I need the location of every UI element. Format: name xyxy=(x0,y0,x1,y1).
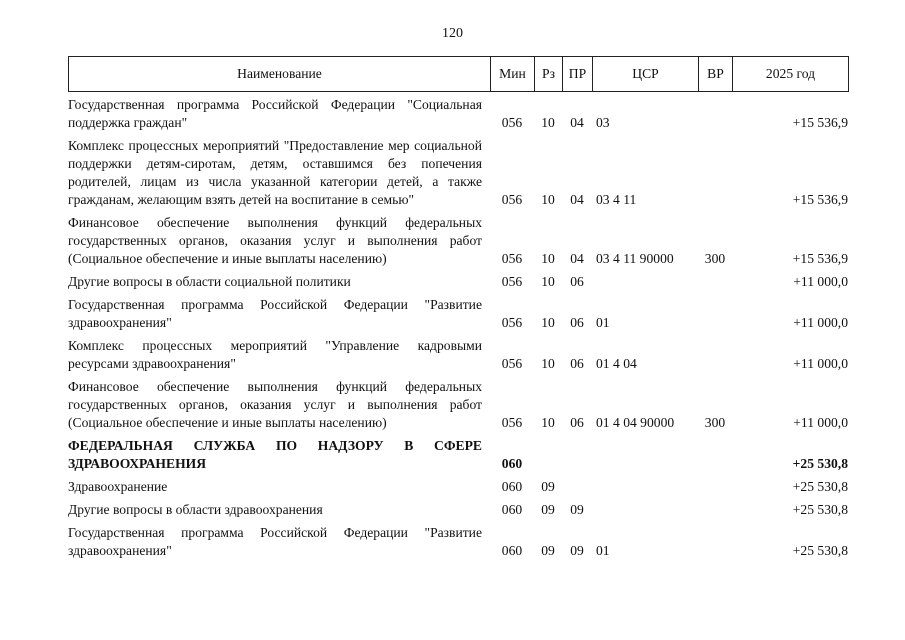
table-row xyxy=(68,478,848,501)
row-csr: 01 xyxy=(596,315,610,330)
row-min: 056 xyxy=(501,356,523,371)
row-vr xyxy=(698,437,732,478)
row-amount: +25 530,8 xyxy=(792,456,848,471)
row-amount: +25 530,8 xyxy=(792,502,848,517)
table-row xyxy=(68,501,848,524)
table-row xyxy=(68,214,848,273)
row-rz: 10 xyxy=(541,356,555,371)
row-amount: +15 536,9 xyxy=(792,251,848,266)
table-header xyxy=(68,56,849,92)
row-pr xyxy=(562,478,592,501)
row-min: 056 xyxy=(501,415,523,430)
row-name: Комплекс процессных мероприятий "Управление кадровыми ресурсами здравоохранения" xyxy=(68,338,482,371)
header-csr: ЦСР xyxy=(593,57,699,92)
row-rz: 10 xyxy=(541,192,555,207)
row-name: Другие вопросы в области социальной политики xyxy=(68,274,351,289)
row-pr: 04 xyxy=(570,192,584,207)
row-min: 056 xyxy=(501,192,523,207)
table-row xyxy=(68,378,848,437)
row-rz: 10 xyxy=(541,251,555,266)
row-csr: 01 xyxy=(596,543,610,558)
header-rz: Рз xyxy=(535,57,563,92)
row-min: 056 xyxy=(501,115,523,130)
row-vr xyxy=(698,96,732,137)
row-pr: 04 xyxy=(570,115,584,130)
table-row xyxy=(68,273,848,296)
row-rz xyxy=(534,437,562,478)
row-rz: 10 xyxy=(541,415,555,430)
row-pr: 09 xyxy=(570,543,584,558)
row-name: Государственная программа Российской Федерации "Развитие здравоохранения" xyxy=(68,297,482,330)
row-csr: 03 4 11 90000 xyxy=(596,251,674,266)
row-vr xyxy=(698,478,732,501)
row-vr xyxy=(698,296,732,337)
row-pr: 04 xyxy=(570,251,584,266)
row-vr xyxy=(698,273,732,296)
header-name: Наименование xyxy=(69,57,491,92)
row-vr xyxy=(698,137,732,214)
row-min: 056 xyxy=(501,315,523,330)
row-csr xyxy=(592,478,698,501)
row-amount: +11 000,0 xyxy=(793,274,848,289)
row-pr: 09 xyxy=(570,502,584,517)
row-rz: 09 xyxy=(541,543,555,558)
row-csr xyxy=(592,501,698,524)
row-name: Другие вопросы в области здравоохранения xyxy=(68,502,323,517)
table-row xyxy=(68,137,848,214)
table-row xyxy=(68,96,848,137)
row-csr: 03 xyxy=(596,115,610,130)
row-pr: 06 xyxy=(570,315,584,330)
row-vr: 300 xyxy=(704,415,726,430)
row-amount: +15 536,9 xyxy=(792,115,848,130)
row-amount: +15 536,9 xyxy=(792,192,848,207)
page-number: 120 xyxy=(442,26,463,41)
row-amount: +11 000,0 xyxy=(793,315,848,330)
header-pr: ПР xyxy=(563,57,593,92)
row-csr: 01 4 04 xyxy=(596,356,637,371)
row-csr: 01 4 04 90000 xyxy=(596,415,675,430)
row-rz: 09 xyxy=(541,479,555,494)
row-min: 060 xyxy=(501,456,523,471)
row-vr xyxy=(698,501,732,524)
row-name: Финансовое обеспечение выполнения функций федеральных государственных органов, оказания услуг и выполнения работ (Социальное обеспечение и иные выплаты населению) xyxy=(68,215,482,266)
row-csr: 03 4 11 xyxy=(596,192,637,207)
row-vr: 300 xyxy=(704,251,726,266)
row-min: 056 xyxy=(501,274,523,289)
row-amount: +11 000,0 xyxy=(793,415,848,430)
row-vr xyxy=(698,337,732,378)
row-pr: 06 xyxy=(570,274,584,289)
header-year: 2025 год xyxy=(733,57,849,92)
row-name: ФЕДЕРАЛЬНАЯ СЛУЖБА ПО НАДЗОРУ В СФЕРЕ ЗДРАВООХРАНЕНИЯ xyxy=(68,438,482,471)
row-name: Финансовое обеспечение выполнения функций федеральных государственных органов, оказания услуг и выполнения работ (Социальное обеспечение и иные выплаты населению) xyxy=(68,379,482,430)
row-amount: +25 530,8 xyxy=(792,543,848,558)
row-rz: 10 xyxy=(541,115,555,130)
row-min: 056 xyxy=(501,251,523,266)
row-min: 060 xyxy=(501,479,523,494)
row-amount: +25 530,8 xyxy=(792,479,848,494)
row-csr xyxy=(592,437,698,478)
header-vr: ВР xyxy=(699,57,733,92)
row-rz: 09 xyxy=(541,502,555,517)
table-row xyxy=(68,296,848,337)
budget-table xyxy=(68,96,848,565)
row-min: 060 xyxy=(501,502,523,517)
table-row xyxy=(68,524,848,565)
row-rz: 10 xyxy=(541,315,555,330)
row-rz: 10 xyxy=(541,274,555,289)
row-name: Комплекс процессных мероприятий "Предоставление мер социальной поддержки детям-сиротам, детям, оставшимся без попечения родителей, лицам из числа указанной категории детей, а также гражданам, желающим взять детей на воспитание в семью" xyxy=(68,138,482,207)
header-min: Мин xyxy=(491,57,535,92)
table-row xyxy=(68,437,848,478)
table-row xyxy=(68,337,848,378)
row-pr: 06 xyxy=(570,356,584,371)
row-csr xyxy=(592,273,698,296)
row-name: Здравоохранение xyxy=(68,479,168,494)
row-vr xyxy=(698,524,732,565)
row-name: Государственная программа Российской Федерации "Социальная поддержка граждан" xyxy=(68,97,482,130)
row-amount: +11 000,0 xyxy=(793,356,848,371)
row-pr: 06 xyxy=(570,415,584,430)
row-name: Государственная программа Российской Федерации "Развитие здравоохранения" xyxy=(68,525,482,558)
row-min: 060 xyxy=(501,543,523,558)
row-pr xyxy=(562,437,592,478)
